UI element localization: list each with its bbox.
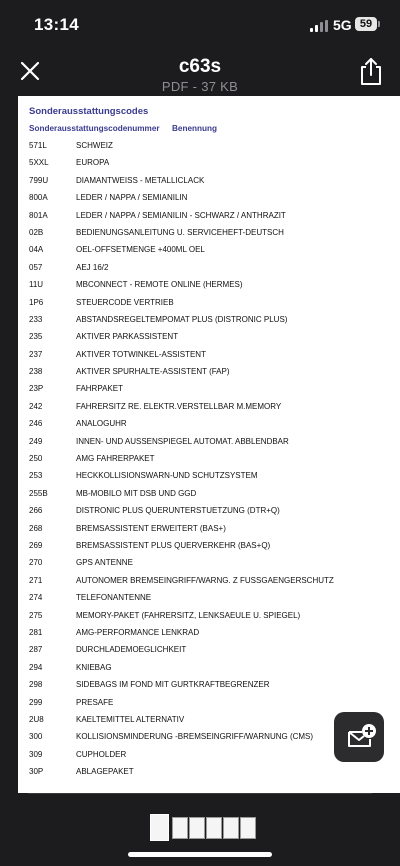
- status-bar: [0, 0, 400, 50]
- table-row: [18, 399, 400, 416]
- battery-icon: 59: [355, 17, 377, 31]
- row-code: 309: [29, 749, 43, 759]
- table-row: [18, 277, 400, 294]
- home-indicator[interactable]: [128, 852, 272, 857]
- row-code: 237: [29, 349, 43, 359]
- table-row: [18, 451, 400, 468]
- table-row: [18, 538, 400, 555]
- row-name: KAELTEMITTEL ALTERNATIV: [76, 714, 185, 724]
- row-name: LEDER / NAPPA / SEMIANILIN: [76, 193, 188, 203]
- markup-icon: [334, 712, 384, 762]
- row-name: ABSTANDSREGELTEMPOMAT PLUS (DISTRONIC PLUS): [76, 314, 288, 324]
- row-name: OEL-OFFSETMENGE +400ML OEL: [76, 245, 205, 255]
- row-name: MBCONNECT - REMOTE ONLINE (HERMES): [76, 280, 243, 290]
- row-name: DURCHLADEMOEGLICHKEIT: [76, 645, 187, 655]
- table-row: [18, 660, 400, 677]
- row-code: 281: [29, 627, 43, 637]
- table-row: [18, 521, 400, 538]
- row-name: FAHRERSITZ RE. ELEKTR.VERSTELLBAR M.MEMORY: [76, 401, 282, 411]
- row-code: 275: [29, 610, 43, 620]
- table-row: [18, 416, 400, 433]
- document-subtitle: PDF - 37 KB: [161, 79, 239, 94]
- table-row: [18, 190, 400, 207]
- row-code: 242: [29, 401, 43, 411]
- row-code: 271: [29, 575, 43, 585]
- page-thumbnail[interactable]: [206, 817, 222, 839]
- network-type: 5G: [333, 17, 352, 33]
- row-name: ABLAGEPAKET: [76, 767, 134, 777]
- table-row: [18, 434, 400, 451]
- row-code: 269: [29, 540, 43, 550]
- table-row: [18, 329, 400, 346]
- column-header-code: Sonderausstattungscodenummer: [29, 124, 160, 133]
- row-code: 255B: [29, 488, 48, 498]
- row-code: 801A: [29, 210, 48, 220]
- row-name: CUPHOLDER: [76, 749, 127, 759]
- row-name: BEDIENUNGSANLEITUNG U. SERVICEHEFT-DEUTSCH: [76, 227, 284, 237]
- row-code: 298: [29, 680, 43, 690]
- row-name: DISTRONIC PLUS QUERUNTERSTUETZUNG (DTR+Q): [76, 506, 280, 516]
- row-name: AKTIVER SPURHALTE-ASSISTENT (FAP): [76, 367, 230, 377]
- row-code: 1P6: [29, 297, 44, 307]
- row-name: AMG-PERFORMANCE LENKRAD: [76, 627, 200, 637]
- row-code: 2U8: [29, 714, 44, 724]
- share-icon[interactable]: [358, 56, 384, 86]
- row-name: AUTONOMER BREMSEINGRIFF/WARNG. Z FUSSGAENGERSCHUTZ: [76, 575, 334, 585]
- table-row: [18, 486, 400, 503]
- table-row: [18, 608, 400, 625]
- table-row: [18, 625, 400, 642]
- row-code: 235: [29, 332, 43, 342]
- row-name: AEJ 16/2: [76, 262, 109, 272]
- table-row: [18, 555, 400, 572]
- row-code: 268: [29, 523, 43, 533]
- page-thumbnail[interactable]: [189, 817, 205, 839]
- row-name: BREMSASSISTENT ERWEITERT (BAS+): [76, 523, 226, 533]
- row-name: STEUERCODE VERTRIEB: [76, 297, 174, 307]
- page-thumbnail[interactable]: [172, 817, 188, 839]
- pdf-page[interactable]: [18, 96, 400, 793]
- table-row: [18, 381, 400, 398]
- page-thumbnail[interactable]: [150, 814, 169, 841]
- row-code: 253: [29, 471, 43, 481]
- row-code: 800A: [29, 193, 48, 203]
- row-code: 250: [29, 454, 43, 464]
- row-name: AMG FAHRERPAKET: [76, 454, 155, 464]
- row-code: 30P: [29, 767, 44, 777]
- table-row: [18, 590, 400, 607]
- row-name: HECKKOLLISIONSWARN-UND SCHUTZSYSTEM: [76, 471, 258, 481]
- row-name: DIAMANTWEISS - METALLICLACK: [76, 175, 205, 185]
- row-code: 294: [29, 662, 43, 672]
- table-row: [18, 764, 400, 781]
- row-code: 274: [29, 593, 43, 603]
- navigation-bar: [0, 50, 400, 96]
- table-row: [18, 347, 400, 364]
- row-code: 02B: [29, 227, 44, 237]
- row-name: GPS ANTENNE: [76, 558, 133, 568]
- page-thumbnail[interactable]: [223, 817, 239, 839]
- table-row: [18, 695, 400, 712]
- table-row: [18, 573, 400, 590]
- table-row: [18, 642, 400, 659]
- row-code: 246: [29, 419, 43, 429]
- row-code: 057: [29, 262, 43, 272]
- markup-button[interactable]: [334, 712, 384, 762]
- table-row: [18, 503, 400, 520]
- row-code: 799U: [29, 175, 49, 185]
- row-name: AKTIVER PARKASSISTENT: [76, 332, 179, 342]
- row-name: MEMORY-PAKET (FAHRERSITZ, LENKSAEULE U. SPIEGEL): [76, 610, 301, 620]
- doc-heading: Sonderausstattungscodes: [29, 106, 149, 117]
- table-row: [18, 208, 400, 225]
- row-name: FAHRPAKET: [76, 384, 123, 394]
- row-code: 238: [29, 367, 43, 377]
- table-row: [18, 242, 400, 259]
- table-row: [18, 173, 400, 190]
- row-code: 249: [29, 436, 43, 446]
- row-name: KOLLISIONSMINDERUNG -BREMSEINGRIFF/WARNUNG (CMS): [76, 732, 314, 742]
- row-code: 266: [29, 506, 43, 516]
- row-code: 270: [29, 558, 43, 568]
- row-name: KNIEBAG: [76, 662, 112, 672]
- table-row: [18, 155, 400, 172]
- status-time: 13:14: [34, 15, 79, 34]
- row-name: TELEFONANTENNE: [76, 593, 152, 603]
- row-code: 23P: [29, 384, 44, 394]
- row-name: MB-MOBILO MIT DSB UND GGD: [76, 488, 197, 498]
- code-table: [18, 138, 400, 781]
- row-code: 287: [29, 645, 43, 655]
- row-name: EUROPA: [76, 158, 110, 168]
- signal-icon: [310, 20, 328, 32]
- row-name: PRESAFE: [76, 697, 114, 707]
- table-row: [18, 364, 400, 381]
- table-row: [18, 468, 400, 485]
- table-row: [18, 225, 400, 242]
- table-row: [18, 260, 400, 277]
- row-code: 5XXL: [29, 158, 49, 168]
- table-row: [18, 138, 400, 155]
- table-row: [18, 312, 400, 329]
- page-thumbnail[interactable]: [240, 817, 256, 839]
- row-code: 04A: [29, 245, 44, 255]
- row-name: INNEN- UND AUSSENSPIEGEL AUTOMAT. ABBLENDBAR: [76, 436, 289, 446]
- row-name: AKTIVER TOTWINKEL-ASSISTENT: [76, 349, 206, 359]
- row-name: SCHWEIZ: [76, 141, 113, 150]
- row-name: LEDER / NAPPA / SEMIANILIN - SCHWARZ / ANTHRAZIT: [76, 210, 286, 220]
- divider: [28, 793, 372, 794]
- battery-tip: [378, 21, 380, 27]
- table-row: [18, 677, 400, 694]
- document-title: c63s: [178, 56, 222, 77]
- column-header-name: Benennung: [172, 124, 218, 133]
- row-code: 233: [29, 314, 43, 324]
- row-code: 571L: [29, 141, 47, 150]
- row-name: ANALOGUHR: [76, 419, 127, 429]
- page-thumbnail-bar: [0, 793, 400, 866]
- row-code: 300: [29, 732, 43, 742]
- table-row: [18, 295, 400, 312]
- row-code: 299: [29, 697, 43, 707]
- row-name: BREMSASSISTENT PLUS QUERVERKEHR (BAS+Q): [76, 540, 271, 550]
- row-code: 11U: [29, 280, 44, 290]
- row-name: SIDEBAGS IM FOND MIT GURTKRAFTBEGRENZER: [76, 680, 270, 690]
